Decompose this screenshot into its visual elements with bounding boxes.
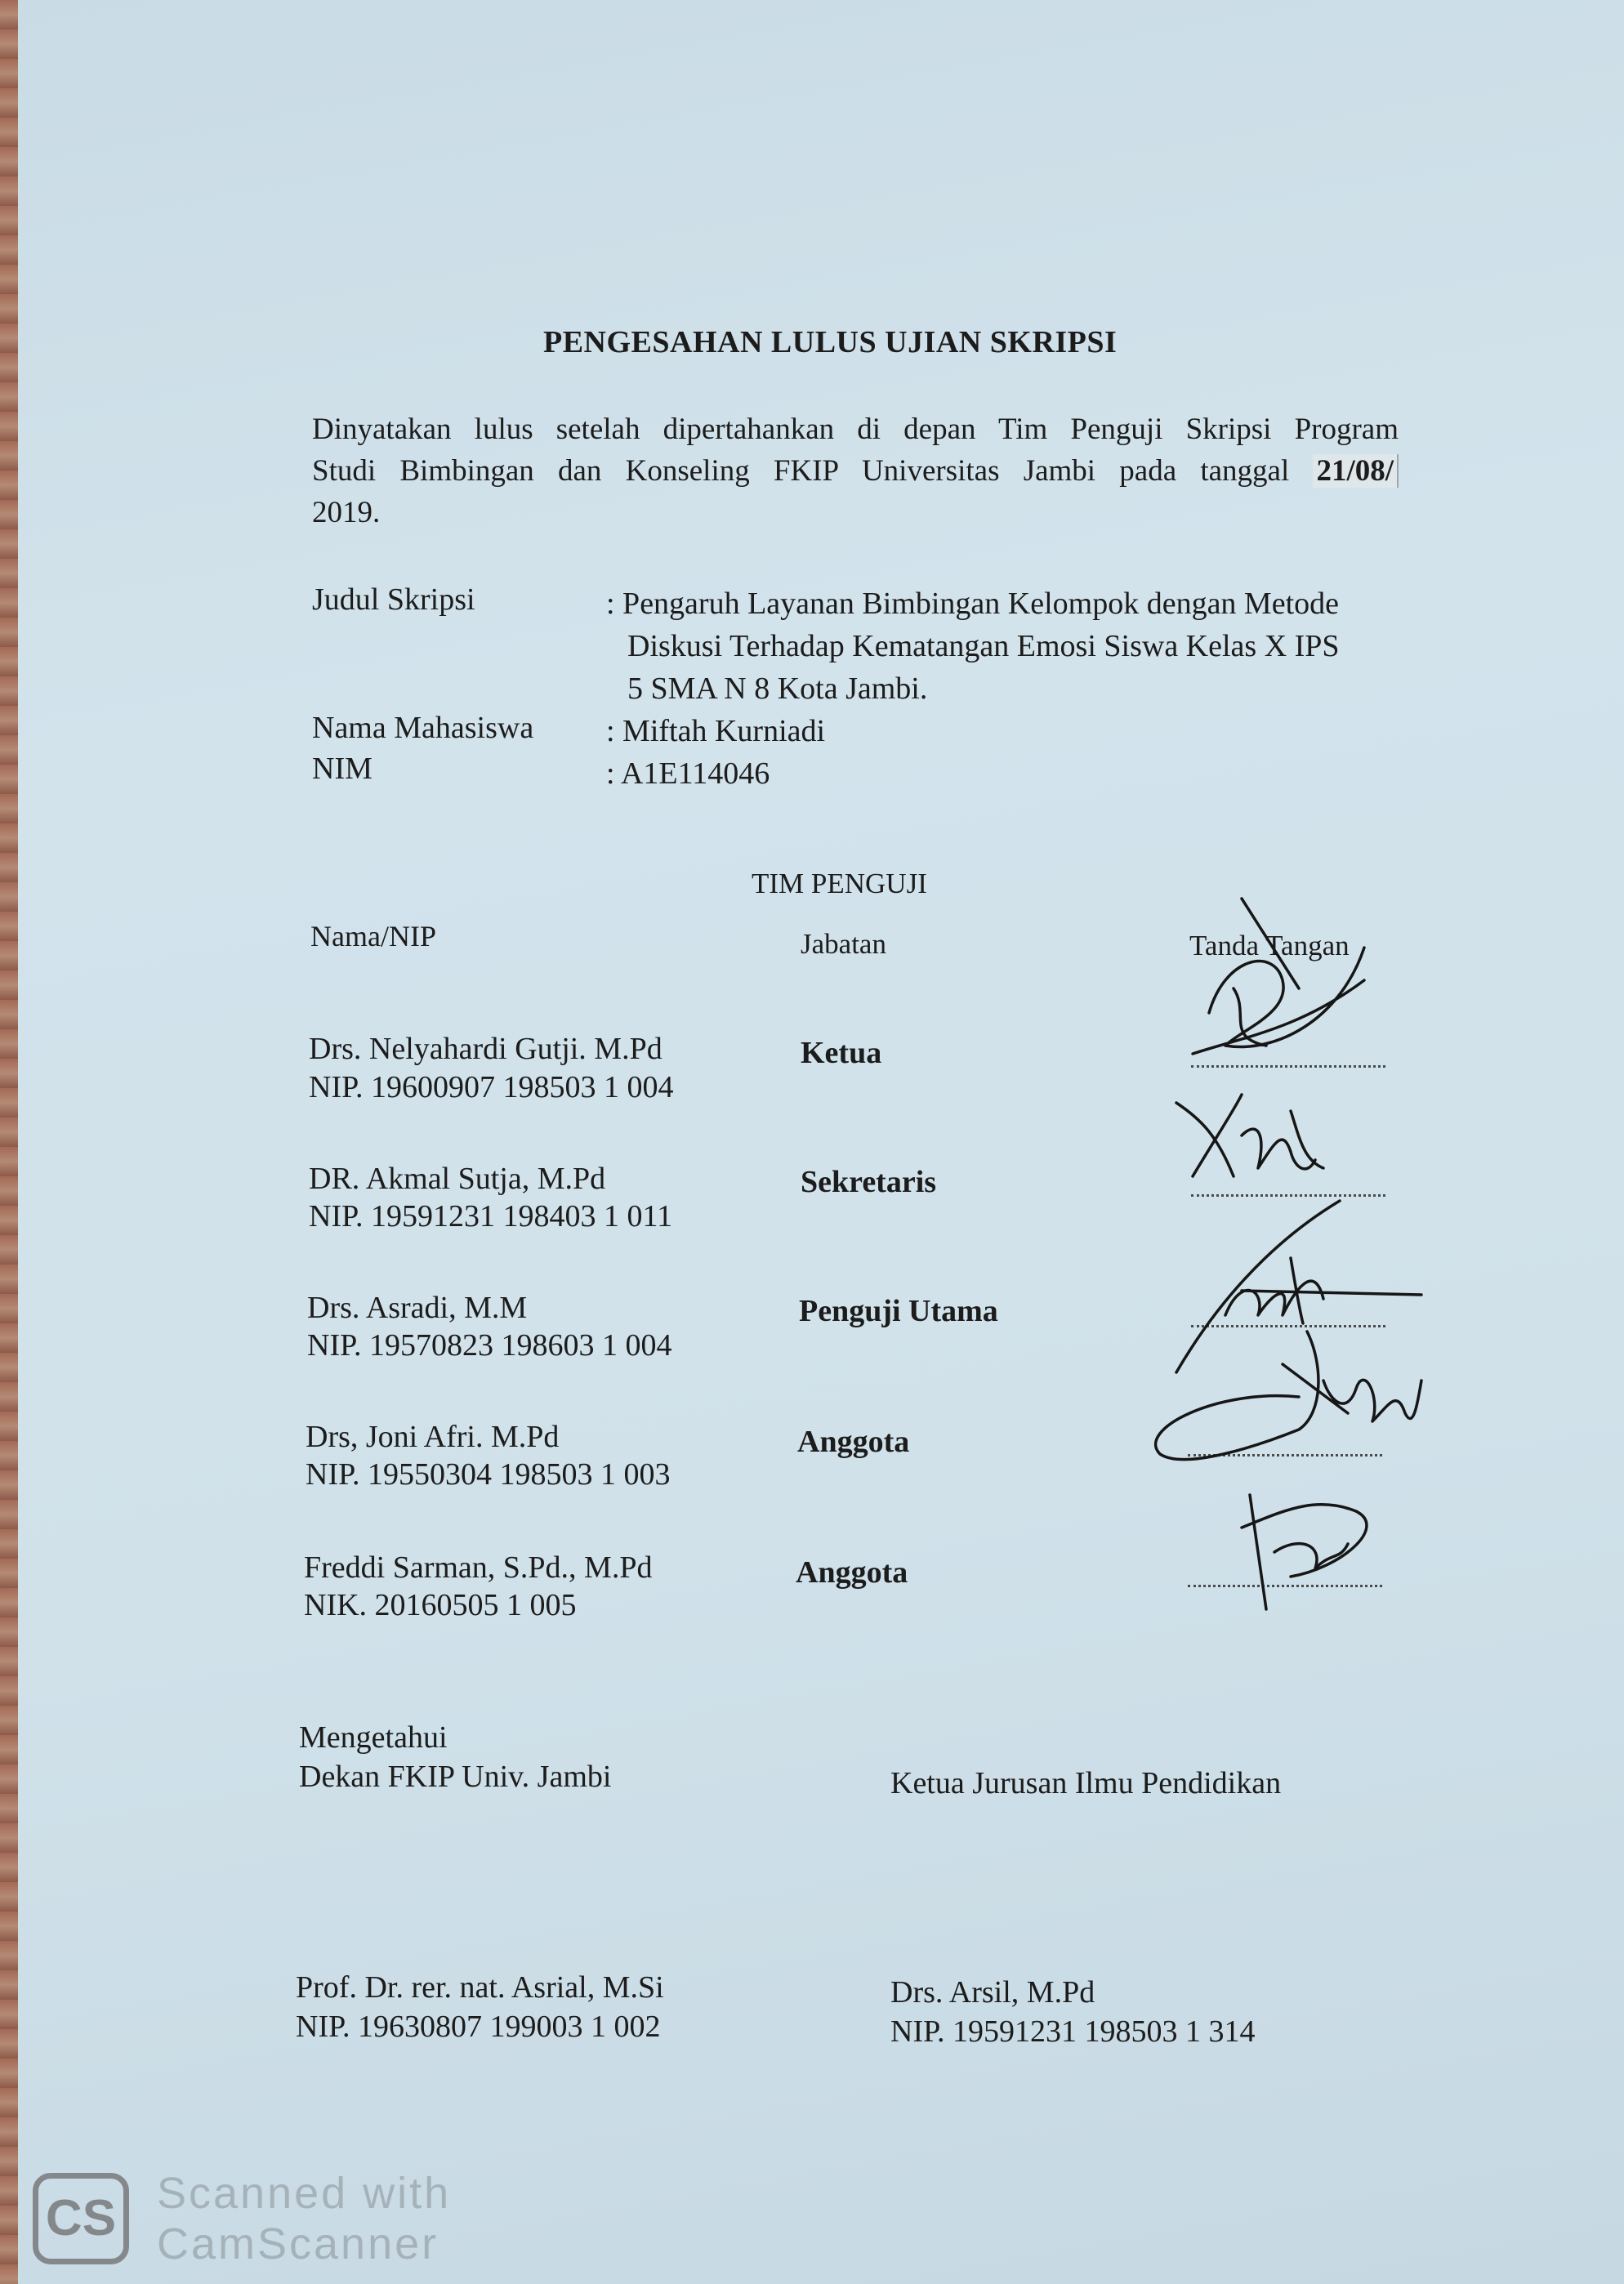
member-4-role: Anggota (797, 1425, 910, 1459)
approval-left-line-2: Dekan FKIP Univ. Jambi (299, 1760, 612, 1794)
intro-line-2: Studi Bimbingan dan Konseling FKIP Universitas Jambi pada tanggal 21/08/ (312, 450, 1399, 492)
nim-label: NIM (312, 752, 373, 786)
intro-line-3: 2019. (312, 496, 381, 529)
col-header-sign: Tanda Tangan (1189, 930, 1350, 961)
member-2-role: Sekretaris (801, 1165, 937, 1199)
member-2-nip: NIP. 19591231 198403 1 011 (309, 1199, 673, 1233)
intro-paragraph (312, 408, 1399, 533)
member-4-nip: NIP. 19550304 198503 1 003 (306, 1457, 671, 1492)
member-4-name: Drs, Joni Afri. M.Pd (306, 1420, 560, 1454)
document-title: PENGESAHAN LULUS UJIAN SKRIPSI (543, 325, 1118, 359)
exam-date: 21/08/ (1313, 454, 1399, 488)
signature-4 (1135, 1315, 1430, 1479)
col-header-role: Jabatan (801, 928, 886, 960)
judul-line-2: Diskusi Terhadap Kematangan Emosi Siswa Kelas X IPS (627, 629, 1340, 663)
member-3-name: Drs. Asradi, M.M (307, 1291, 528, 1325)
judul-label: Judul Skripsi (312, 582, 475, 617)
nama-value: : Miftah Kurniadi (606, 714, 826, 748)
member-5-name: Freddi Sarman, S.Pd., M.Pd (304, 1550, 653, 1585)
watermark-line-2: CamScanner (157, 2219, 439, 2268)
judul-line-1: : Pengaruh Layanan Bimbingan Kelompok dengan Metode (606, 587, 1340, 621)
member-1-role: Ketua (801, 1036, 882, 1070)
intro-line-1: Dinyatakan lulus setelah dipertahankan di depan Tim Penguji Skripsi Program (312, 413, 1399, 446)
background-edge (0, 0, 18, 2284)
member-3-role: Penguji Utama (799, 1294, 998, 1328)
member-3-nip: NIP. 19570823 198603 1 004 (307, 1328, 672, 1363)
nim-value: : A1E114046 (606, 756, 770, 791)
head-nip: NIP. 19591231 198503 1 314 (890, 2014, 1256, 2049)
approval-left-line-1: Mengetahui (299, 1720, 448, 1755)
dean-name: Prof. Dr. rer. nat. Asrial, M.Si (296, 1970, 664, 2005)
camscanner-logo: CS (33, 2173, 129, 2264)
col-header-name: Nama/NIP (310, 920, 436, 952)
document-page (16, 0, 1624, 2284)
judul-line-3: 5 SMA N 8 Kota Jambi. (627, 671, 928, 706)
signature-5 (1217, 1479, 1381, 1617)
watermark-line-1: Scanned with (157, 2169, 452, 2218)
member-1-name: Drs. Nelyahardi Gutji. M.Pd (309, 1032, 663, 1066)
signature-1 (1176, 890, 1389, 1070)
member-2-name: DR. Akmal Sutja, M.Pd (309, 1162, 606, 1196)
signature-2 (1168, 1086, 1348, 1193)
approval-right-title: Ketua Jurusan Ilmu Pendidikan (890, 1766, 1282, 1800)
member-5-nip: NIK. 20160505 1 005 (304, 1588, 577, 1622)
team-heading: TIM PENGUJI (752, 868, 927, 899)
member-5-role: Anggota (796, 1555, 908, 1590)
nama-label: Nama Mahasiswa (312, 711, 534, 745)
dean-nip: NIP. 19630807 199003 1 002 (296, 2010, 661, 2044)
member-1-nip: NIP. 19600907 198503 1 004 (309, 1070, 674, 1104)
head-name: Drs. Arsil, M.Pd (890, 1975, 1095, 2010)
